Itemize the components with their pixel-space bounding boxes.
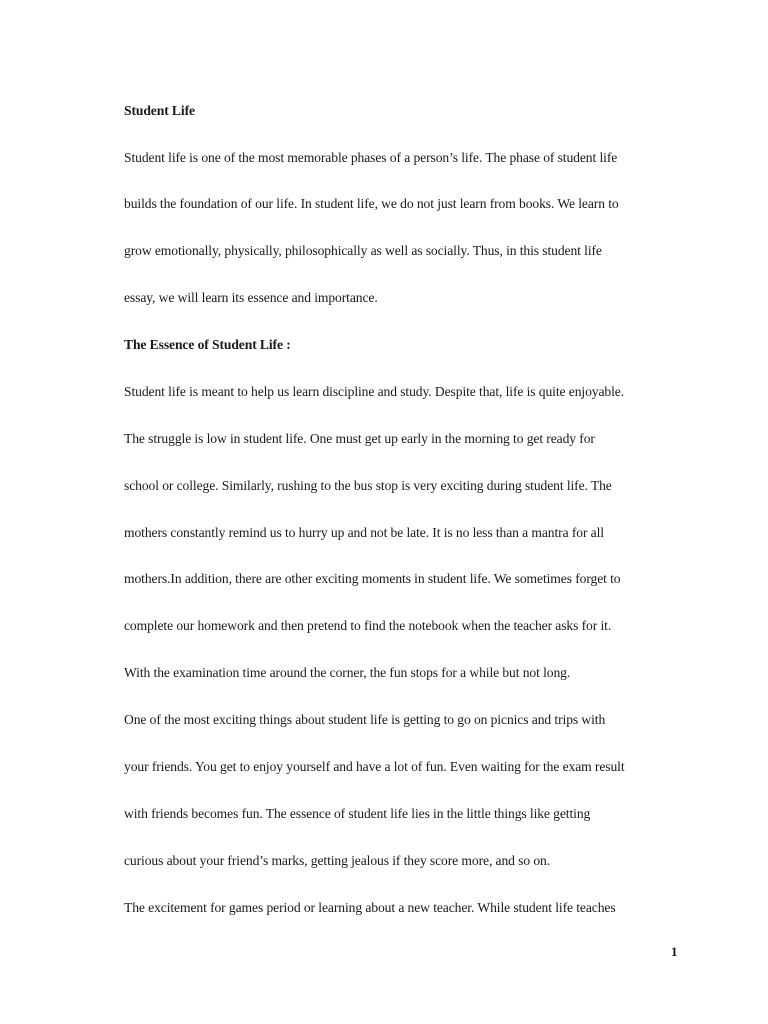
paragraph-line: The excitement for games period or learning about a new teacher. While student life teaches xyxy=(124,900,616,915)
paragraph-line: curious about your friend’s marks, getting jealous if they score more, and so on. xyxy=(124,853,551,868)
page-number: 1 xyxy=(671,944,678,959)
paragraph-line: Student life is meant to help us learn discipline and study. Despite that, life is quite enjoyable. xyxy=(124,384,625,399)
paragraph-line: with friends becomes fun. The essence of student life lies in the little things like getting xyxy=(124,806,591,821)
paragraph-line: mothers.In addition, there are other exciting moments in student life. We sometimes forget to xyxy=(124,571,621,586)
paragraph-line: Student life is one of the most memorable phases of a person’s life. The phase of student life xyxy=(124,150,618,165)
paragraph-line: your friends. You get to enjoy yourself and have a lot of fun. Even waiting for the exam result xyxy=(124,759,625,774)
section-heading: The Essence of Student Life : xyxy=(124,337,291,352)
paragraph-line: mothers constantly remind us to hurry up and not be late. It is no less than a mantra for all xyxy=(124,525,604,540)
paragraph-line: With the examination time around the corner, the fun stops for a while but not long. xyxy=(124,665,571,680)
paragraph-line: school or college. Similarly, rushing to the bus stop is very exciting during student life. The xyxy=(124,478,612,493)
paragraph-line: The struggle is low in student life. One must get up early in the morning to get ready for xyxy=(124,431,595,446)
paragraph-line: builds the foundation of our life. In student life, we do not just learn from books. We learn to xyxy=(124,196,619,211)
paragraph-line: essay, we will learn its essence and importance. xyxy=(124,290,378,305)
paragraph-line: grow emotionally, physically, philosophically as well as socially. Thus, in this student life xyxy=(124,243,602,258)
document-title: Student Life xyxy=(124,103,195,118)
paragraph-line: complete our homework and then pretend to find the notebook when the teacher asks for it. xyxy=(124,618,612,633)
paragraph-line: One of the most exciting things about student life is getting to go on picnics and trips with xyxy=(124,712,606,727)
